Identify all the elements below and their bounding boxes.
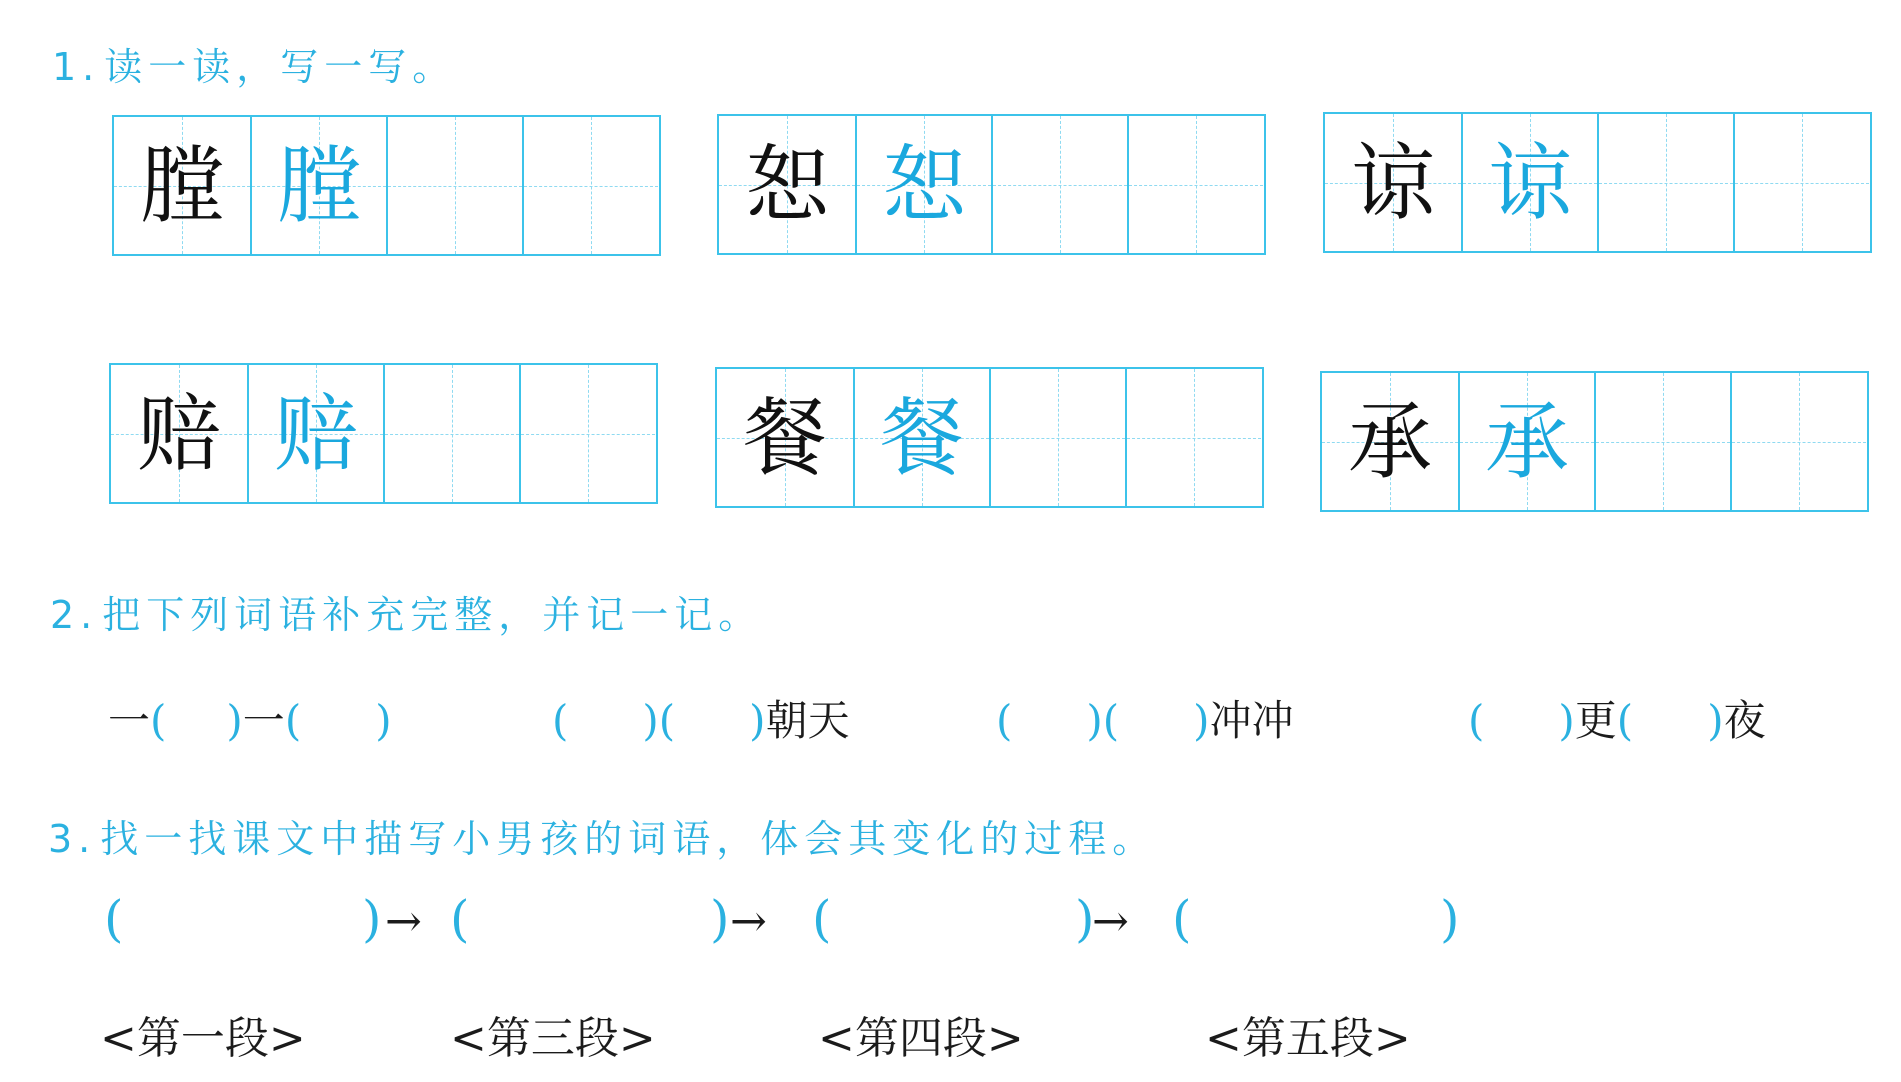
question-1-title: 读一读，写一写。 [104,45,457,89]
model-character: 恕 [744,135,829,234]
close-paren: ) [1707,696,1724,745]
close-paren: ) [375,696,392,745]
grid-cell-trace [1458,373,1594,510]
close-paren: ) [642,696,659,745]
question-1-number: 1. [52,45,101,89]
grid-cell-blank[interactable] [1733,114,1869,251]
grid-cell-trace [853,369,989,506]
idiom-blank-3[interactable] [996,688,1294,748]
close-paren: ) [1086,696,1103,745]
paragraph-label-1: <第一段> [100,1013,306,1064]
answer-open-paren-3: ( [812,890,832,948]
close-paren: ) [749,696,766,745]
grid-cell-blank[interactable] [991,116,1127,253]
idiom-text: 一 [242,696,285,745]
grid-cell-blank[interactable] [1127,116,1263,253]
question-3-heading [48,808,1156,863]
open-paren: ( [552,696,569,745]
grid-cell-blank[interactable] [989,369,1125,506]
open-paren: ( [150,696,167,745]
grid-cell-trace [1461,114,1597,251]
idiom-text: 朝天 [765,696,850,745]
answer-close-paren-2: ) [710,890,730,948]
writing-grid-6 [1320,371,1869,512]
close-paren: ) [226,696,243,745]
grid-cell-trace [247,365,383,502]
answer-open-paren-1: ( [104,890,124,948]
question-2-number: 2. [50,593,99,637]
paragraph-label-3: <第四段> [818,1013,1024,1064]
writing-grid-3 [1323,112,1872,253]
model-character: 餐 [742,388,827,487]
close-paren: ) [1193,696,1210,745]
answer-field-4[interactable] [1188,906,1424,946]
writing-grid-1 [112,115,661,256]
question-3-number: 3. [48,817,97,861]
open-paren: ( [284,696,302,745]
model-character: 膛 [139,136,224,235]
model-character: 承 [1347,392,1432,491]
idiom-blank-4[interactable] [1468,688,1766,748]
open-paren: ( [1468,696,1485,745]
trace-character: 餐 [879,388,964,487]
answer-close-paren-1: ) [362,890,382,948]
writing-grid-5 [715,367,1264,508]
question-1-heading [52,36,456,91]
idiom-text: 一 [108,696,151,745]
trace-character: 承 [1484,392,1569,491]
grid-cell-model [111,365,247,502]
idiom-text: 夜 [1723,696,1766,745]
answer-open-paren-2: ( [450,890,470,948]
question-2-title: 把下列词语补充完整，并记一记。 [102,593,763,637]
close-paren: ) [1558,696,1575,745]
trace-character: 赔 [273,384,358,483]
question-3-title: 找一找课文中描写小男孩的词语，体会其变化的过程。 [100,817,1157,861]
paragraph-label-4: <第五段> [1205,1013,1411,1064]
arrow-2: → [730,896,767,947]
open-paren: ( [658,696,676,745]
grid-cell-blank[interactable] [519,365,655,502]
answer-close-paren-4: ) [1440,890,1460,948]
grid-cell-trace [250,117,386,254]
grid-cell-blank[interactable] [1730,373,1866,510]
model-character: 赔 [136,384,221,483]
grid-cell-blank[interactable] [522,117,658,254]
grid-cell-blank[interactable] [386,117,522,254]
answer-field-2[interactable] [466,906,702,946]
grid-cell-model [1325,114,1461,251]
writing-grid-2 [717,114,1266,255]
answer-open-paren-4: ( [1172,890,1192,948]
grid-cell-blank[interactable] [1125,369,1261,506]
grid-cell-model [1322,373,1458,510]
trace-character: 谅 [1487,133,1572,232]
grid-cell-model [719,116,855,253]
arrow-1: → [385,896,422,947]
paragraph-label-2: <第三段> [450,1013,656,1064]
answer-close-paren-3: ) [1075,890,1095,948]
grid-cell-model [114,117,250,254]
answer-field-3[interactable] [828,906,1064,946]
idiom-blank-1[interactable] [108,688,392,748]
open-paren: ( [1616,696,1634,745]
question-2-heading [50,584,762,639]
writing-grid-4 [109,363,658,504]
trace-character: 膛 [276,136,361,235]
idiom-text: 冲冲 [1209,696,1294,745]
model-character: 谅 [1350,133,1435,232]
grid-cell-blank[interactable] [383,365,519,502]
grid-cell-model [717,369,853,506]
open-paren: ( [1102,696,1120,745]
trace-character: 恕 [881,135,966,234]
answer-field-1[interactable] [118,906,354,946]
arrow-3: → [1092,896,1129,947]
idiom-text: 更 [1574,696,1617,745]
grid-cell-blank[interactable] [1597,114,1733,251]
open-paren: ( [996,696,1013,745]
grid-cell-trace [855,116,991,253]
grid-cell-blank[interactable] [1594,373,1730,510]
idiom-blank-2[interactable] [552,688,850,748]
